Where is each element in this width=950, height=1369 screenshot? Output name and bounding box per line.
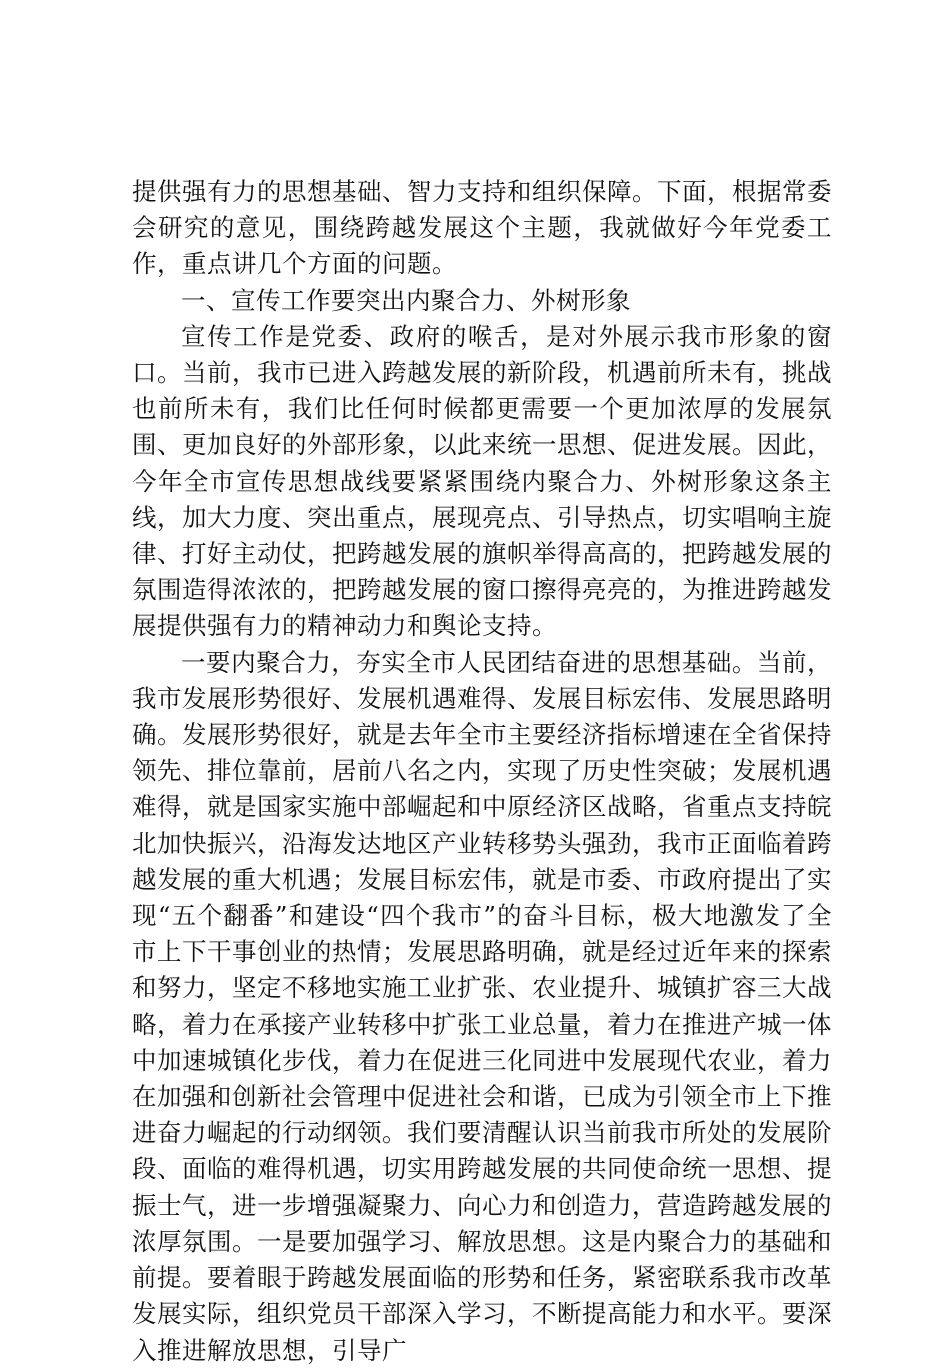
section-heading: 一、宣传工作要突出内聚合力、外树形象 xyxy=(181,285,631,315)
paragraph-continuation: 提供强有力的思想基础、智力支持和组织保障。下面，根据常委会研究的意见，围绕跨越发展这个主题，我就做好今年党委工作，重点讲几个方面的问题。 xyxy=(132,177,832,279)
document-body xyxy=(132,174,832,1369)
paragraph-cohesion: 一要内聚合力，夯实全市人民团结奋进的思想基础。当前，我市发展形势很好、发展机遇难得、发展目标宏伟、发展思路明确。发展形势很好，就是去年全市主要经济指标增速在全省保持领先、排位靠前，居前八名之内，实现了历史性突破；发展机遇难得，就是国家实施中部崛起和中原经济区战略，省重点支持皖北加快振兴，沿海发达地区产业转移势头强劲，我市正面临着跨越发展的重大机遇；发展目标宏伟，就是市委、市政府提出了实现“五个翻番”和建设“四个我市”的奋斗目标，极大地激发了全市上下干事创业的热情；发展思路明确，就是经过近年来的探索和努力，坚定不移地实施工业扩张、农业提升、城镇扩容三大战略，着力在承接产业转移中扩张工业总量，着力在推进产城一体中加速城镇化步伐，着力在促进三化同进中发展现代农业，着力在加强和创新社会管理中促进社会和谐，已成为引领全市上下推进奋力崛起的行动纲领。我们要清醒认识当前我市所处的发展阶段、面临的难得机遇，切实用跨越发展的共同使命统一思想、提振士气，进一步增强凝聚力、向心力和创造力，营造跨越发展的浓厚氛围。一是要加强学习、解放思想。这是内聚合力的基础和前提。要着眼于跨越发展面临的形势和任务，紧密联系我市改革发展实际，组织党员干部深入学习，不断提高能力和水平。要深入推进解放思想，引导广 xyxy=(132,647,832,1365)
paragraph-publicity-intro: 宣传工作是党委、政府的喉舌，是对外展示我市形象的窗口。当前，我市已进入跨越发展的新阶段，机遇前所未有，挑战也前所未有，我们比任何时候都更需要一个更加浓厚的发展氛围、更加良好的外部形象，以此来统一思想、促进发展。因此，今年全市宣传思想战线要紧紧围绕内聚合力、外树形象这条主线，加大力度、突出重点，展现亮点、引导热点，切实唱响主旋律、打好主动仗，把跨越发展的旗帜举得高高的，把跨越发展的氛围造得浓浓的，把跨越发展的窗口擦得亮亮的，为推进跨越发展提供强有力的精神动力和舆论支持。 xyxy=(132,321,832,641)
